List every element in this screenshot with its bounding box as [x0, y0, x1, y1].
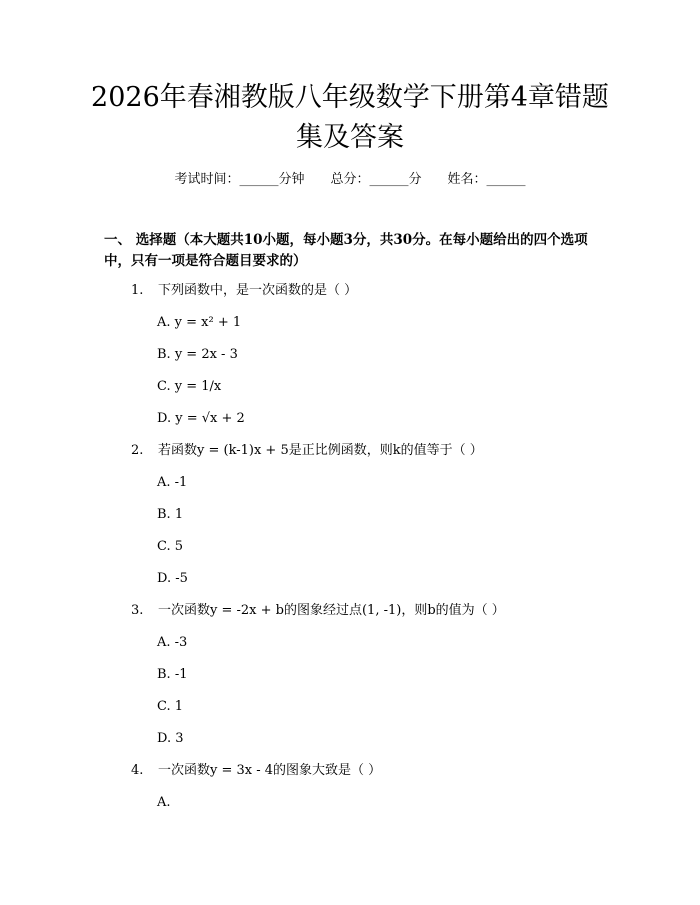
- question-3-option-c: C. 1: [157, 699, 184, 714]
- question-3-option-a: A. -3: [157, 635, 188, 650]
- question-1-option-c: C. y = 1/x: [157, 379, 222, 394]
- question-3: [131, 602, 505, 620]
- student-name-field: 姓名：______: [447, 172, 526, 187]
- question-1-option-a: A. y = x² + 1: [157, 315, 242, 330]
- question-number: 1.: [131, 283, 144, 298]
- exam-time-field: 考试时间：______分钟: [174, 172, 305, 187]
- question-2-option-d: D. -5: [157, 571, 188, 586]
- question-text: 若函数y = (k-1)x + 5是正比例函数，则k的值等于（ ）: [158, 443, 483, 458]
- question-number: 3.: [131, 603, 144, 618]
- question-text: 一次函数y = 3x - 4的图象大致是（ ）: [158, 763, 382, 778]
- question-1: [131, 282, 357, 300]
- question-2: [131, 442, 483, 460]
- question-3-option-d: D. 3: [157, 731, 184, 746]
- question-2-option-c: C. 5: [157, 539, 184, 554]
- exam-info-line: [0, 171, 700, 189]
- question-3-option-b: B. -1: [157, 667, 188, 682]
- question-text: 一次函数y = -2x + b的图象经过点(1, -1)，则b的值为（ ）: [158, 603, 505, 618]
- question-1-option-b: B. y = 2x - 3: [157, 347, 238, 362]
- section-heading: 一、 选择题（本大题共10小题，每小题3分，共30分。在每小题给出的四个选项中，只有一项是符合题目要求的）: [104, 232, 588, 269]
- question-4: [131, 762, 381, 780]
- question-1-option-d: D. y = √x + 2: [157, 411, 245, 426]
- question-text: 下列函数中，是一次函数的是（ ）: [158, 283, 358, 298]
- question-number: 4.: [131, 763, 144, 778]
- question-2-option-a: A. -1: [157, 475, 188, 490]
- question-number: 2.: [131, 443, 144, 458]
- total-score-field: 总分：______分: [330, 172, 422, 187]
- question-2-option-b: B. 1: [157, 507, 184, 522]
- question-4-option-a: A.: [157, 795, 171, 810]
- page-title: 2026年春湘教版八年级数学下册第4章错题集及答案: [91, 82, 609, 153]
